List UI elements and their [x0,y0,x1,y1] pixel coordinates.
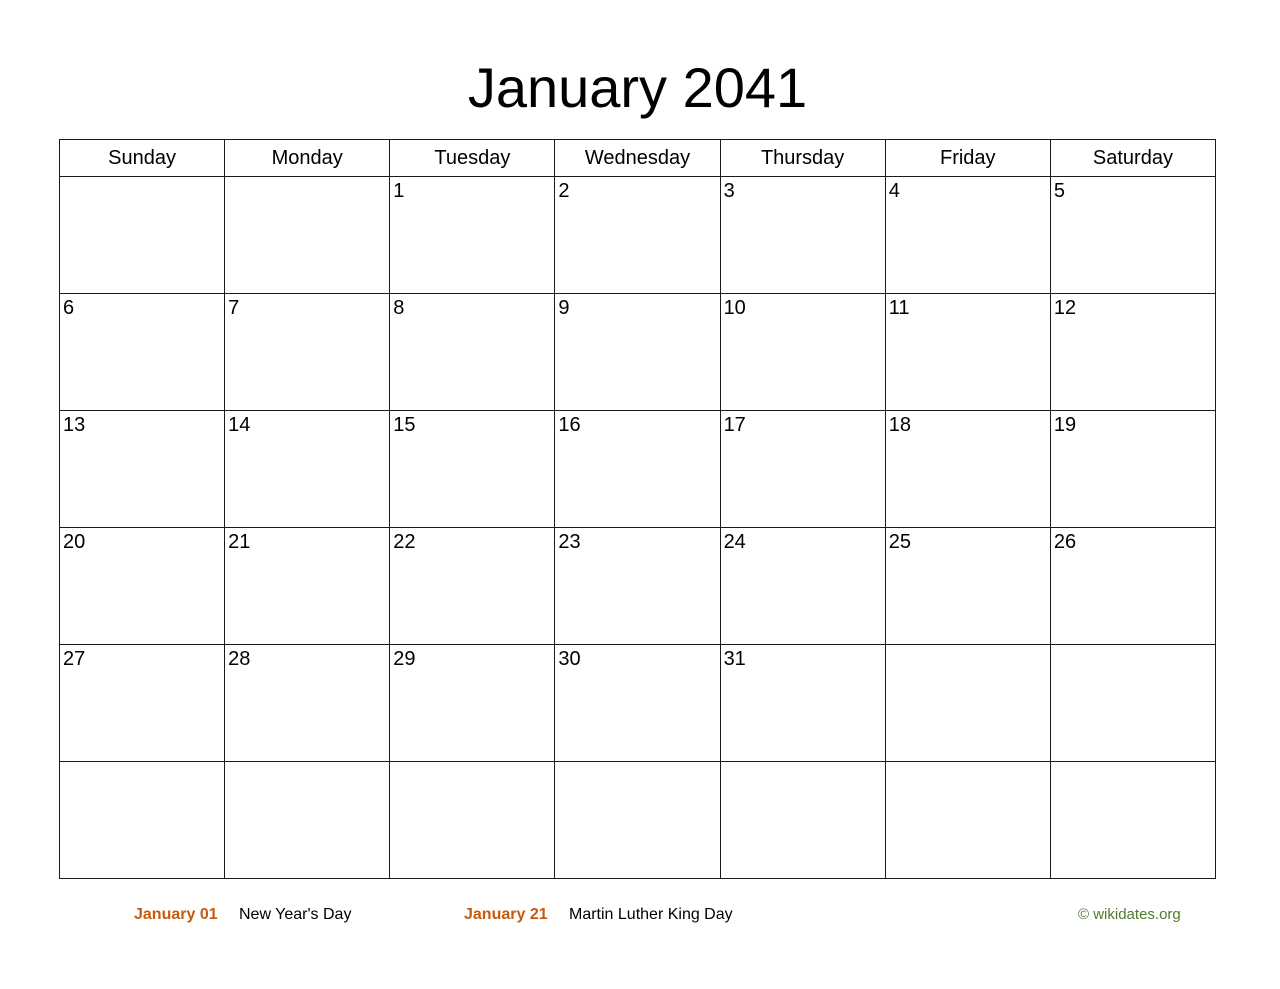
day-cell [225,411,390,528]
day-number [60,177,224,179]
day-number [1051,762,1215,764]
day-cell [555,177,720,294]
day-number: 5 [1053,180,1065,202]
day-number: 10 [723,297,746,319]
day-cell [60,294,225,411]
week-row [60,411,1216,528]
day-cell [225,177,390,294]
day-number: 1 [393,180,405,202]
holiday-date: January 01 [134,906,218,923]
week-row [60,762,1216,879]
day-cell [60,411,225,528]
weekday-thursday: Thursday [720,140,885,177]
day-number [225,177,389,179]
day-cell [555,411,720,528]
day-number: 6 [63,297,75,319]
day-cell [885,762,1050,879]
day-number: 17 [723,414,746,436]
day-cell [225,528,390,645]
weekday-saturday: Saturday [1050,140,1215,177]
day-cell [885,528,1050,645]
holiday-entry [239,904,351,926]
day-number [60,762,224,764]
day-cell [720,528,885,645]
day-number: 15 [393,414,416,436]
day-cell [885,411,1050,528]
day-cell [1050,411,1215,528]
day-number: 16 [558,414,581,436]
day-cell [60,762,225,879]
calendar-grid [59,139,1216,879]
day-cell [555,528,720,645]
holiday-name: New Year's Day [239,906,352,923]
day-number: 21 [228,531,251,553]
day-number: 4 [888,180,900,202]
day-number: 24 [723,531,746,553]
day-cell [390,411,555,528]
weekday-wednesday: Wednesday [555,140,720,177]
day-cell [720,411,885,528]
day-cell [555,762,720,879]
holiday-entry [134,904,218,926]
day-number: 23 [558,531,581,553]
day-number: 12 [1053,297,1077,319]
day-cell [1050,177,1215,294]
day-cell [1050,294,1215,411]
day-cell [555,294,720,411]
day-cell [720,762,885,879]
day-number [555,762,719,764]
holiday-date: January 21 [464,906,548,923]
day-cell [390,528,555,645]
calendar-title: January 2041 [467,56,808,119]
day-number: 28 [228,648,251,670]
day-cell [555,645,720,762]
weekday-sunday: Sunday [60,140,225,177]
day-number: 2 [558,180,570,202]
weekday-monday: Monday [225,140,390,177]
day-number: 14 [228,414,251,436]
holiday-entry [569,904,733,926]
day-number: 27 [63,648,86,670]
day-number: 25 [888,531,911,553]
day-cell [225,294,390,411]
day-cell [1050,762,1215,879]
day-number: 9 [558,297,570,319]
day-cell [225,645,390,762]
day-number: 29 [393,648,416,670]
day-cell [720,645,885,762]
day-number [225,762,389,764]
day-cell [390,177,555,294]
day-number: 3 [723,180,735,202]
day-number: 19 [1053,414,1077,436]
day-number [390,762,554,764]
day-number: 31 [723,648,746,670]
day-number: 7 [228,297,240,319]
day-number: 11 [888,297,910,319]
day-number: 20 [63,531,86,553]
week-row [60,528,1216,645]
day-cell [885,294,1050,411]
week-row [60,645,1216,762]
day-cell [1050,528,1215,645]
day-cell [60,645,225,762]
day-cell [720,294,885,411]
day-cell [1050,645,1215,762]
day-number: 18 [888,414,911,436]
day-cell [885,645,1050,762]
holiday-entry [464,904,548,926]
week-row [60,294,1216,411]
weekday-header-row [60,140,1216,177]
day-number [1051,645,1215,647]
day-number: 30 [558,648,581,670]
day-cell [720,177,885,294]
day-cell [60,177,225,294]
holiday-name: Martin Luther King Day [569,906,733,923]
day-number [721,762,885,764]
day-number: 13 [63,414,86,436]
day-number [886,762,1050,764]
credit-link[interactable]: © wikidates.org [1078,906,1181,923]
day-number: 8 [393,297,405,319]
day-number [886,645,1050,647]
day-cell [885,177,1050,294]
week-row [60,177,1216,294]
day-number: 22 [393,531,416,553]
day-cell [390,645,555,762]
day-cell [390,762,555,879]
weekday-tuesday: Tuesday [390,140,555,177]
day-cell [225,762,390,879]
day-number: 26 [1053,531,1077,553]
day-cell [390,294,555,411]
day-cell [60,528,225,645]
weekday-friday: Friday [885,140,1050,177]
